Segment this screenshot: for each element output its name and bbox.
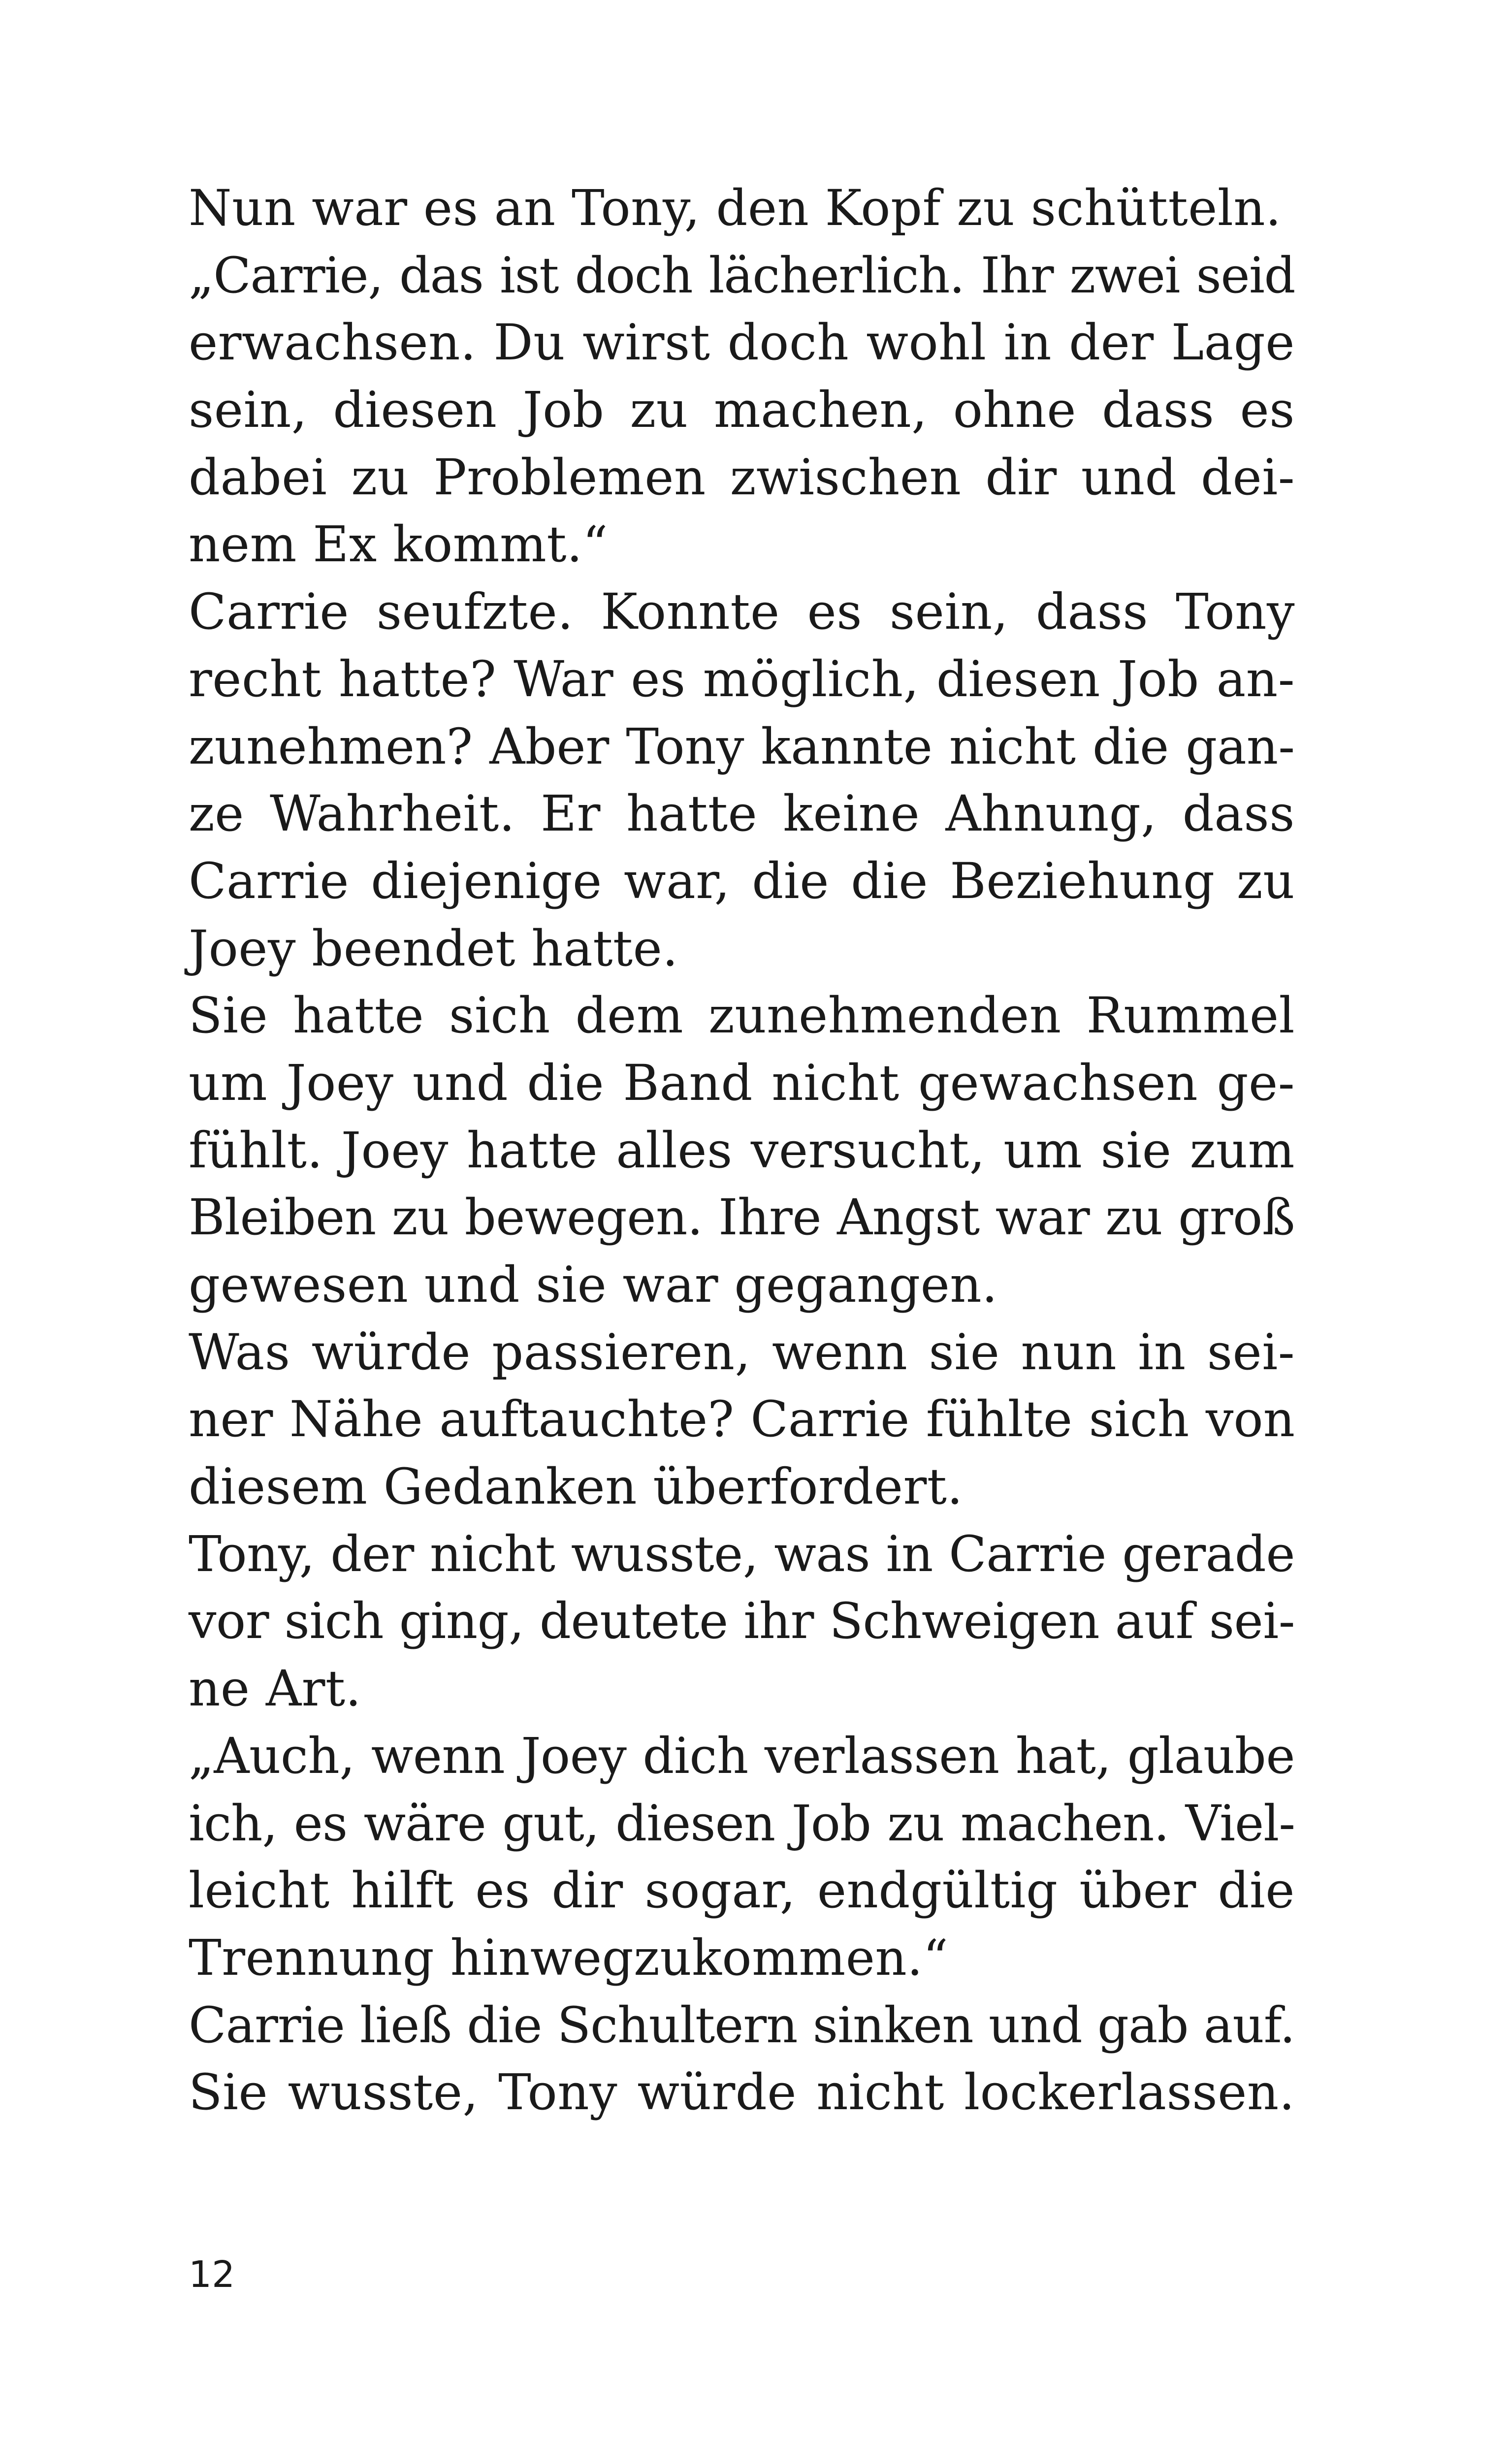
- text-line: ich, es wäre gut, diesen Job zu machen. Viel-: [189, 1794, 1295, 1852]
- text-line: Was würde passieren, wenn sie nun in sei-: [189, 1323, 1295, 1381]
- text-line: diesem Gedanken überfordert.: [189, 1458, 963, 1516]
- text-line: ne Art.: [189, 1660, 361, 1718]
- text-line: leicht hilft es dir sogar, endgültig über die: [189, 1862, 1295, 1920]
- text-line: ner Nähe auftauchte? Carrie fühlte sich von: [189, 1390, 1295, 1448]
- text-line: Carrie seufzte. Konnte es sein, dass Tony: [189, 583, 1295, 641]
- text-line: Tony, der nicht wusste, was in Carrie gerade: [189, 1525, 1295, 1583]
- text-line: Joey beendet hatte.: [189, 919, 678, 977]
- text-line: recht hatte? War es möglich, diesen Job an-: [189, 650, 1295, 708]
- text-line: „Auch, wenn Joey dich verlassen hat, glaube: [189, 1727, 1295, 1785]
- text-line: Sie wusste, Tony würde nicht lockerlassen.: [189, 2063, 1295, 2122]
- text-line: zunehmen? Aber Tony kannte nicht die gan-: [189, 717, 1295, 775]
- text-line: fühlt. Joey hatte alles versucht, um sie zum: [189, 1121, 1295, 1179]
- text-line: erwachsen. Du wirst doch wohl in der Lage: [189, 314, 1295, 372]
- text-line: dabei zu Problemen zwischen dir und dei-: [189, 448, 1295, 506]
- text-line: gewesen und sie war gegangen.: [189, 1256, 998, 1314]
- body-text: [189, 175, 1295, 2126]
- text-line: Bleiben zu bewegen. Ihre Angst war zu groß: [189, 1189, 1295, 1247]
- text-line: Sie hatte sich dem zunehmenden Rummel: [189, 987, 1295, 1045]
- text-line: sein, diesen Job zu machen, ohne dass es: [189, 381, 1295, 439]
- text-line: Carrie ließ die Schultern sinken und gab auf.: [189, 1996, 1295, 2054]
- text-line: „Carrie, das ist doch lächerlich. Ihr zwei seid: [189, 246, 1295, 304]
- text-line: vor sich ging, deutete ihr Schweigen auf sei-: [189, 1592, 1295, 1650]
- text-line: Carrie diejenige war, die die Beziehung zu: [189, 852, 1295, 910]
- text-line: Nun war es an Tony, den Kopf zu schütteln.: [189, 179, 1282, 237]
- text-line: um Joey und die Band nicht gewachsen ge-: [189, 1054, 1295, 1112]
- text-line: Trennung hinwegzukommen.“: [189, 1929, 949, 1987]
- text-line: ze Wahrheit. Er hatte keine Ahnung, dass: [189, 785, 1295, 843]
- text-line: nem Ex kommt.“: [189, 515, 608, 574]
- page-number: 12: [189, 2253, 235, 2296]
